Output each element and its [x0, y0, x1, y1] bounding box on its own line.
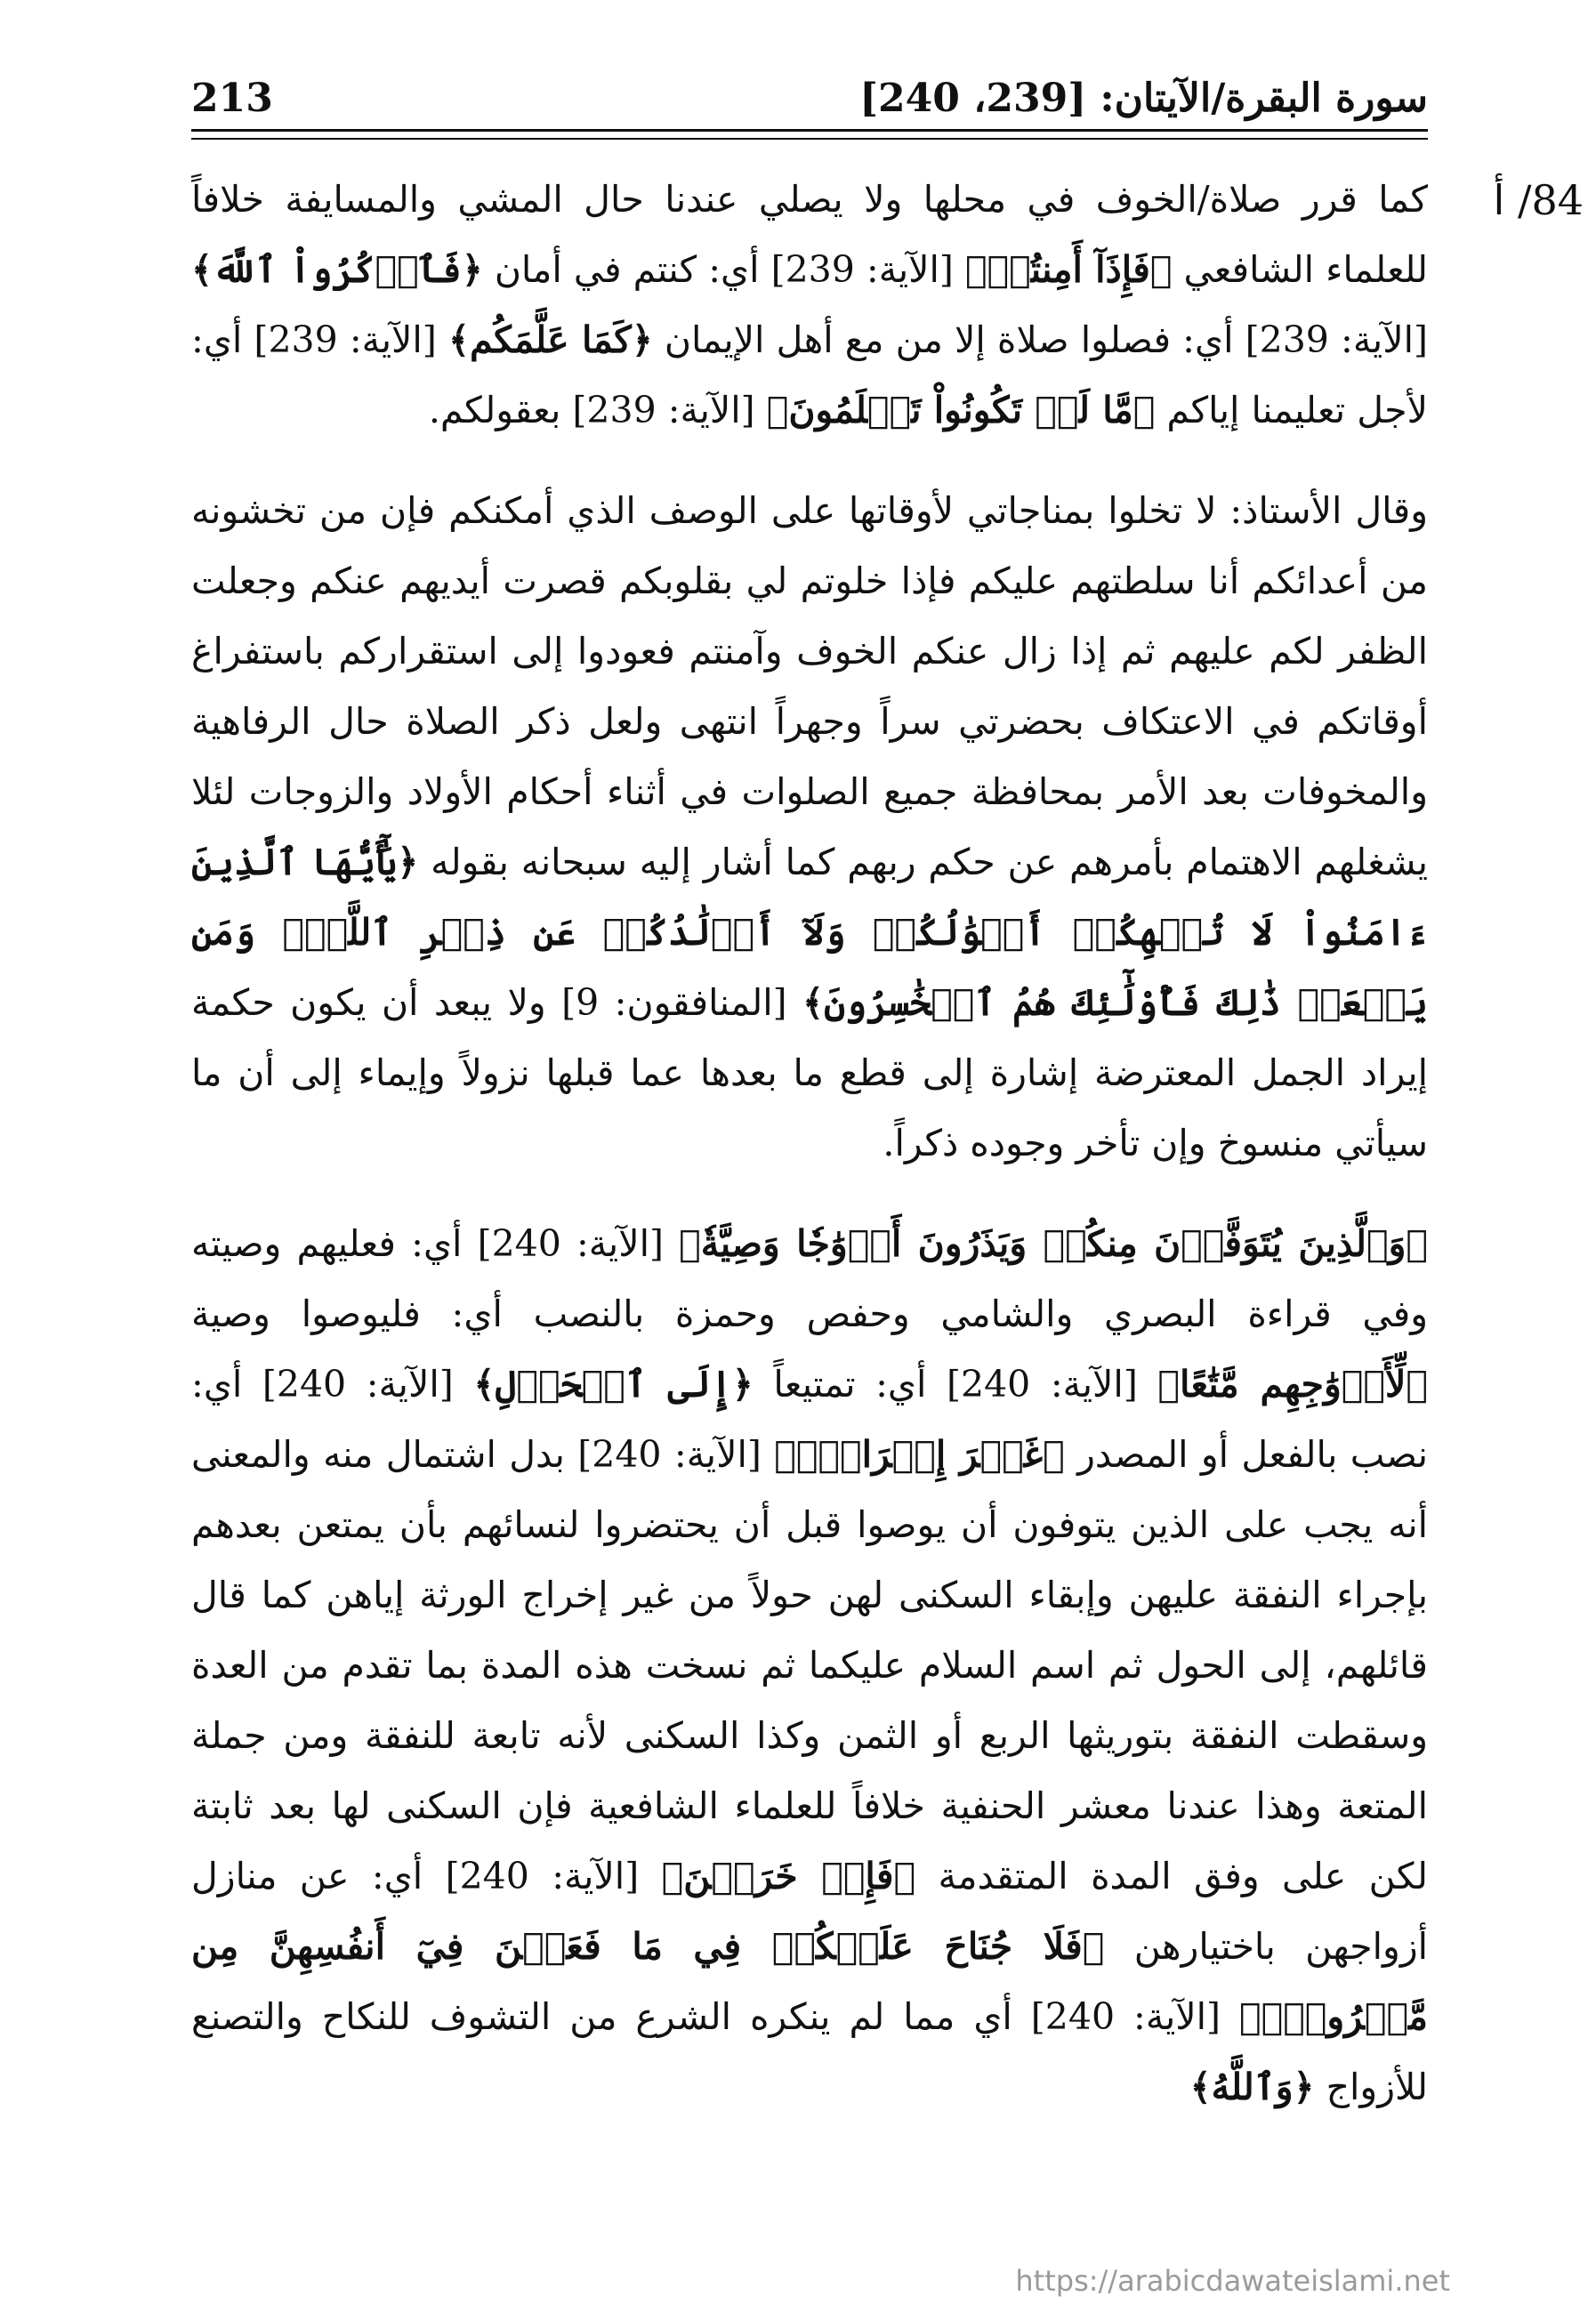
paragraph [191, 165, 1428, 446]
watermark-url: https://arabicdawateislami.net [1015, 2264, 1450, 2298]
quran-verse: ﴿غَيۡرَ إِخۡرَاجٖۚ﴾ [774, 1433, 1065, 1476]
quran-verse: ﴿فَٱذۡكُرُواْ ٱللَّهَ﴾ [191, 248, 483, 291]
paragraph [191, 476, 1428, 1179]
header-rule-thick [191, 129, 1428, 132]
body-text [191, 165, 1428, 2123]
text-run: وقال الأستاذ: لا تخلوا بمناجاتي لأوقاتها على الوصف الذي أمكنكم فإن من تخشونه من أعدائكم أنا سلطتهم عليكم فإذا خلوتم لي بقلوبكم قصرت أيديهم عنكم وجعلت الظفر لكم عليهم ثم إذا زال عنكم الخوف وآمنتم فعودوا إلى استقراركم باستفراغ أوقاتكم في الاعتكاف بحضرتي سراً وجهراً انتهى ولعل ذكر الصلاة حال الرفاهية والمخوفات بعد الأمر بمحافظة جميع الصلوات في أثناء أحكام الأولاد والزوجات لئلا يشغلهم الاهتمام بأمرهم عن حكم ربهم كما أشار إليه سبحانه بقوله [191, 489, 1429, 883]
text-run: [المنافقون: 9] ولا يبعد أن يكون حكمة إيراد الجمل المعترضة إشارة إلى قطع ما بعدها عما قبلها نزولاً وإيماء إلى أن ما سيأتي منسوخ وإن تأخر وجوده ذكراً. [191, 981, 1428, 1164]
quran-verse: ﴿إِلَى ٱلۡحَوۡلِ﴾ [473, 1363, 754, 1406]
text-run: [الآية: 239] أي: كنتم في أمان [482, 248, 965, 291]
quran-verse: ﴿يَٰٓأَيُّهَا ٱلَّذِينَ ءَامَنُواْ لَا تُلۡهِكُمۡ أَمۡوَٰلُكُمۡ وَلَآ أَوۡلَٰدُكُمۡ عَن ذِكۡرِ ٱللَّهِۚ وَمَن يَفۡعَلۡ ذَٰلِكَ فَأُوْلَٰٓئِكَ هُمُ ٱلۡخَٰسِرُونَ﴾ [191, 841, 1428, 1024]
quran-verse: ﴿فَإِذَآ أَمِنتُمۡ﴾ [964, 248, 1173, 291]
quran-verse: ﴿وَٱلَّذِينَ يُتَوَفَّوۡنَ مِنكُمۡ وَيَذَرُونَ أَزۡوَٰجٗا وَصِيَّةٗ﴾ [679, 1222, 1428, 1265]
text-run: [الآية: 239] بعقولكم. [428, 389, 767, 431]
text-run: [الآية: 239] أي: فصلوا صلاة إلا من مع أهل الإيمان [652, 318, 1428, 361]
text-run: [الآية: 240] أي مما لم ينكره الشرع من التشوف للنكاح والتصنع للأزواج [191, 1995, 1428, 2108]
quran-verse: ﴿وَٱللَّهُ﴾ [1189, 2066, 1315, 2108]
quran-verse: ﴿كَمَا عَلَّمَكُم﴾ [447, 318, 653, 361]
text-run: كما قرر صلاة/الخوف في محلها ولا يصلي عندنا حال المشي والمسايفة خلافاً للعلماء الشافعي [191, 178, 1428, 291]
text-run: [الآية: 240] أي: عن منازل أزواجهن باختيارهن [191, 1855, 1429, 1968]
running-title: سورة البقرة/الآيتان: [239، 240] [859, 75, 1428, 121]
manuscript-folio-note: 84/ أ [1493, 176, 1584, 224]
text-run: [الآية: 240] بدل اشتمال منه والمعنى أنه يجب على الذين يتوفون أن يوصوا قبل أن يحتضروا لنسائهم بأن يمتعن بعدهم بإجراء النفقة عليهن وإبقاء السكنى لهن حولاً من غير إخراج الورثة إياهن كما قال قائلهم، إلى الحول ثم اسم السلام عليكما ثم نسخت هذه المدة بما تقدم من العدة وسقطت النفقة بتوريثها الربع أو الثمن وكذا السكنى لأنه تابعة للنفقة ومن جملة المتعة وهذا عندنا معشر الحنفية خلافاً للعلماء الشافعية فإن السكنى لها بعد ثابتة لكن على وفق المدة المتقدمة [191, 1433, 1428, 1897]
text-run: [الآية: 240] أي: تمتيعاً [753, 1363, 1158, 1406]
text-run: [الآية: 240] أي: نصب بالفعل أو المصدر [191, 1363, 1428, 1476]
header-rule-thin [191, 138, 1428, 140]
page-header [191, 62, 1428, 133]
quran-verse: ﴿مَّا لَمۡ تَكُونُواْ تَعۡلَمُونَ﴾ [766, 389, 1156, 431]
text-run: [الآية: 239] أي: لأجل تعليمنا إياكم [191, 318, 1428, 431]
page-number: 213 [191, 75, 273, 121]
paragraph [191, 1209, 1428, 2123]
quran-verse: ﴿فَإِنۡ خَرَجۡنَ﴾ [661, 1855, 916, 1897]
text-run: [الآية: 240] أي: فعليهم وصيته وفي قراءة البصري والشامي وحفص وحمزة بالنصب أي: فليوصوا وصية [191, 1222, 1428, 1335]
quran-verse: ﴿فَلَا جُنَاحَ عَلَيۡكُمۡ فِي مَا فَعَلۡنَ فِيٓ أَنفُسِهِنَّ مِن مَّعۡرُوفٖۗ﴾ [191, 1925, 1429, 2038]
quran-verse: ﴿لِّأَزۡوَٰجِهِم مَّتَٰعًا﴾ [1157, 1363, 1428, 1406]
